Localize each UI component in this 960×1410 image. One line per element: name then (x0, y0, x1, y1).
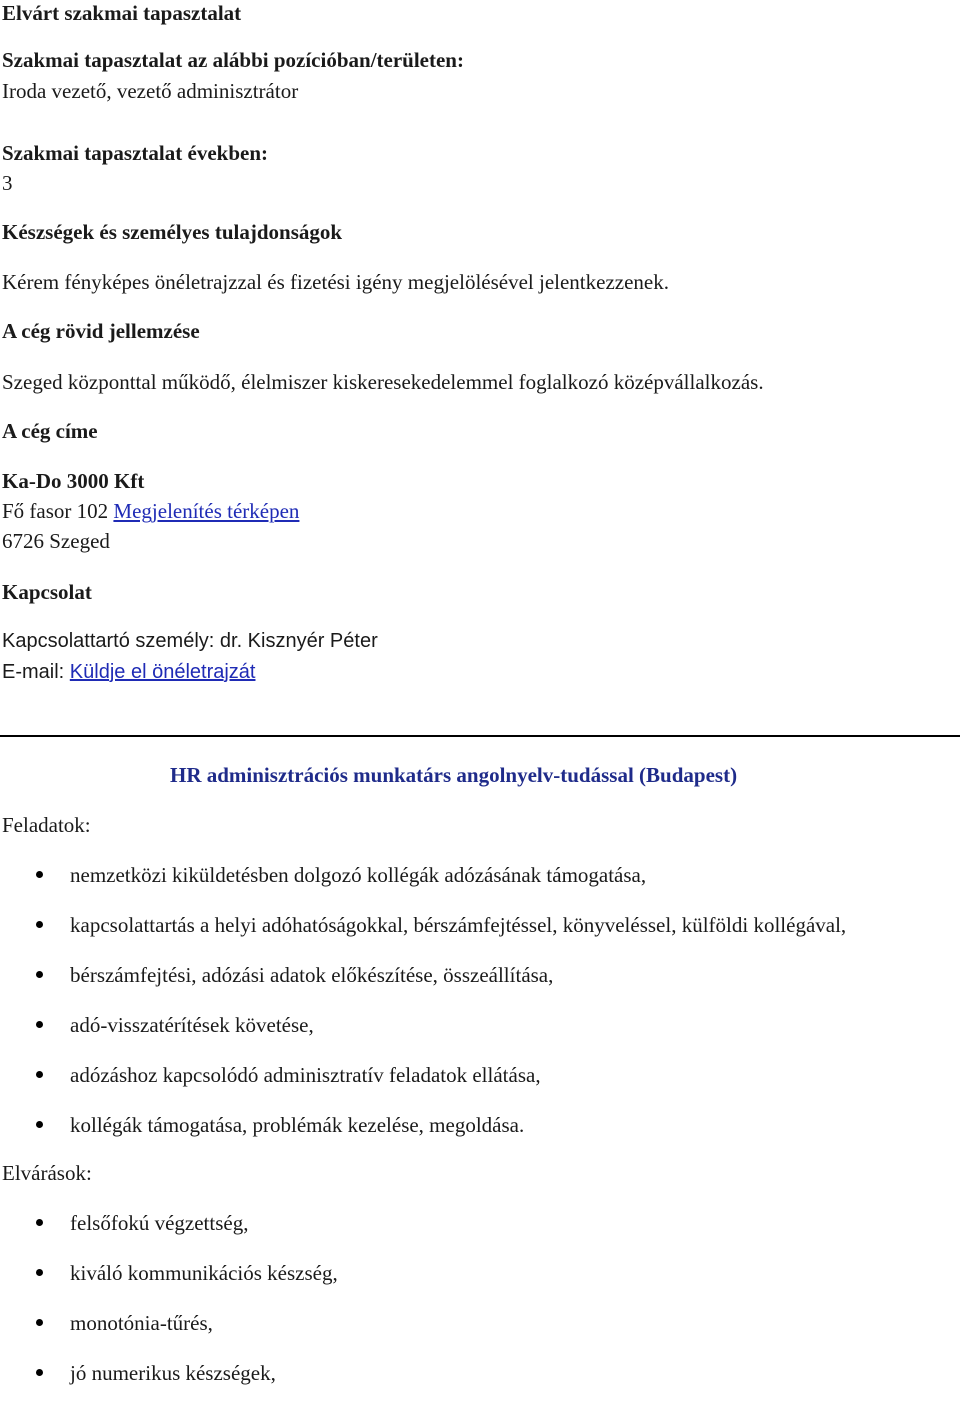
years-value: 3 (2, 171, 13, 195)
list-item: adó-visszatérítések követése, (0, 1012, 846, 1062)
contact-person-value: dr. Kisznyér Péter (219, 630, 378, 652)
bullet-icon (36, 1219, 43, 1226)
list-item: bérszámfejtési, adózási adatok előkészítése, összeállítása, (0, 962, 846, 1012)
list-item: kollégák támogatása, problémák kezelése, megoldása. (0, 1112, 846, 1162)
list-item: nemzetközi kiküldetésben dolgozó kollégák adózásának támogatása, (0, 862, 846, 912)
requirements-label: Elvárások: (2, 1161, 92, 1185)
position-value: Iroda vezető, vezető adminisztrátor (2, 79, 299, 103)
bullet-icon (36, 971, 43, 978)
list-item: monotónia-tűrés, (0, 1310, 338, 1360)
skills-text: Kérem fényképes önéletrajzzal és fizetési igény megjelölésével jelentkezzenek. (2, 270, 669, 294)
divider (0, 735, 960, 737)
job-title: HR adminisztrációs munkatárs angolnyelv-tudással (Budapest) (170, 763, 738, 787)
company-city: 6726 Szeged (2, 529, 110, 553)
tasks-list (0, 862, 846, 1162)
contact-email-line (2, 659, 255, 685)
contact-person-label: Kapcsolattartó személy: (2, 630, 215, 652)
company-street-line (2, 498, 299, 524)
list-item: kapcsolattartás a helyi adóhatóságokkal, bérszámfejtéssel, könyveléssel, külföldi kollégával, (0, 912, 846, 962)
contact-title: Kapcsolat (2, 580, 92, 604)
experience-section-title: Elvárt szakmai tapasztalat (2, 1, 242, 25)
company-description-title: A cég rövid jellemzése (2, 319, 200, 343)
bullet-icon (36, 1269, 43, 1276)
company-street: Fő fasor 102 (2, 499, 109, 523)
send-cv-link[interactable]: Küldje el önéletrajzát (69, 661, 256, 683)
list-item: felsőfokú végzettség, (0, 1210, 338, 1260)
position-label: Szakmai tapasztalat az alábbi pozícióban/területen: (2, 48, 464, 72)
skills-title: Készségek és személyes tulajdonságok (2, 220, 343, 244)
years-label: Szakmai tapasztalat években: (2, 141, 268, 165)
requirements-list (0, 1210, 338, 1410)
bullet-icon (36, 871, 43, 878)
company-name: Ka-Do 3000 Kft (2, 469, 145, 493)
list-item: kiváló kommunikációs készség, (0, 1260, 338, 1310)
company-address-title: A cég címe (2, 419, 98, 443)
bullet-icon (36, 921, 43, 928)
contact-email-label: E-mail: (2, 661, 65, 683)
bullet-icon (36, 1071, 43, 1078)
company-description: Szeged központtal működő, élelmiszer kiskeresekedelemmel foglalkozó középvállalkozás. (2, 370, 764, 394)
contact-person-line (2, 628, 378, 654)
tasks-label: Feladatok: (2, 813, 91, 837)
bullet-icon (36, 1319, 43, 1326)
list-item: jó numerikus készségek, (0, 1360, 338, 1410)
map-link[interactable]: Megjelenítés térképen (113, 499, 300, 523)
bullet-icon (36, 1121, 43, 1128)
list-item: adózáshoz kapcsolódó adminisztratív feladatok ellátása, (0, 1062, 846, 1112)
bullet-icon (36, 1369, 43, 1376)
bullet-icon (36, 1021, 43, 1028)
